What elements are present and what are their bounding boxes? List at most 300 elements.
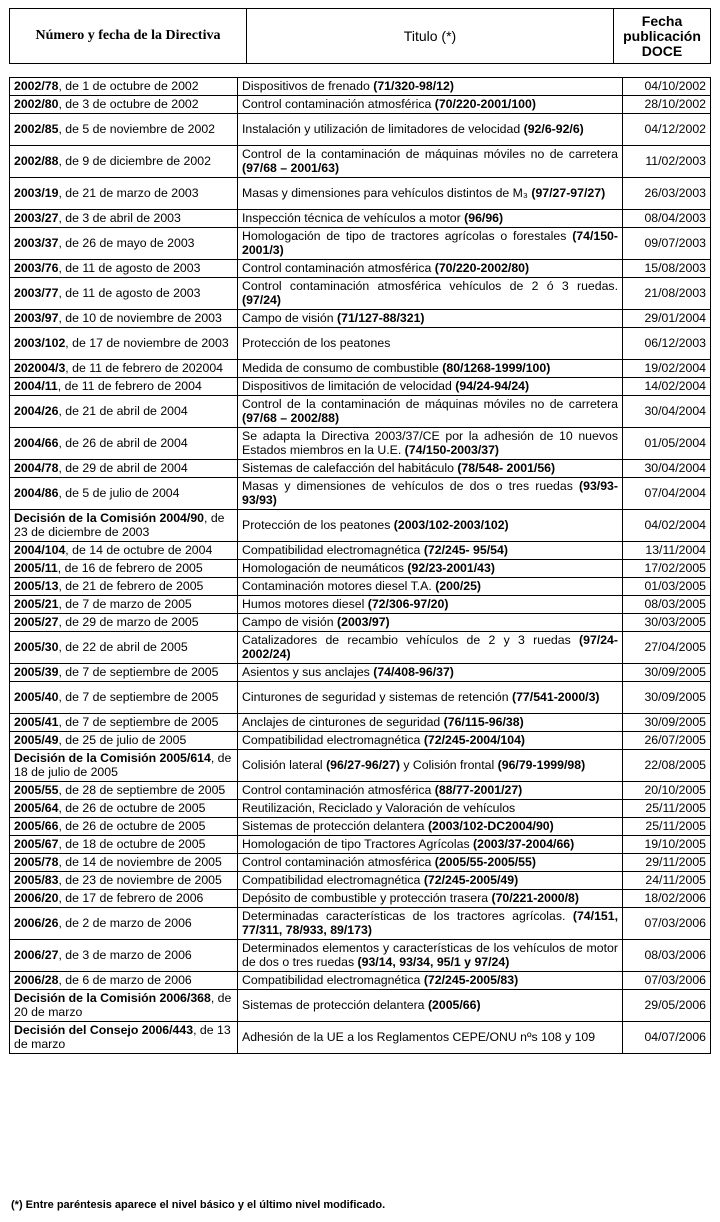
directive-date: , de 7 de marzo de 2005 [58, 596, 192, 611]
title-text-2: y Colisión frontal [399, 757, 498, 772]
directive-date: , de 23 de noviembre de 2005 [58, 872, 222, 887]
directive-number-cell [10, 310, 238, 328]
directive-date: , de 5 de noviembre de 2002 [58, 121, 216, 136]
publication-date: 26/07/2005 [623, 732, 711, 750]
title-text: Protección de los peatones [242, 517, 394, 532]
directive-title-cell [238, 714, 623, 732]
table-row [10, 682, 711, 714]
title-levels: (74/150-2001/3) [242, 229, 618, 257]
directive-number-cell [10, 260, 238, 278]
title-levels: (74/408-96/37) [373, 664, 454, 679]
title-levels: (97/24-2002/24) [242, 633, 618, 661]
table-row [10, 782, 711, 800]
directive-number: 2004/86 [14, 485, 59, 500]
publication-date: 01/05/2004 [623, 428, 711, 460]
title-text: Control contaminación atmosférica [242, 782, 435, 797]
title-text: Compatibilidad electromagnética [242, 872, 424, 887]
title-levels: (76/115-96/38) [443, 714, 524, 729]
directive-number: 2003/19 [14, 185, 59, 200]
table-row [10, 78, 711, 96]
directive-number: 2004/104 [14, 542, 66, 557]
publication-date: 01/03/2005 [623, 578, 711, 596]
table-row [10, 972, 711, 990]
directive-number: 2006/28 [14, 972, 59, 987]
directive-date: , de 25 de julio de 2005 [58, 732, 187, 747]
directive-title-cell [238, 210, 623, 228]
table-row [10, 890, 711, 908]
directive-date: , de 13 de marzo [14, 1023, 231, 1051]
directive-number: 2004/11 [14, 378, 58, 393]
publication-date: 29/05/2006 [623, 990, 711, 1022]
directive-date: , de 14 de octubre de 2004 [65, 542, 213, 557]
directive-title-cell [238, 328, 623, 360]
directive-number: 2005/27 [14, 614, 59, 629]
directive-title-cell [238, 310, 623, 328]
title-text: Control contaminación atmosférica [242, 260, 435, 275]
publication-date: 29/11/2005 [623, 854, 711, 872]
title-levels: (96/27-96/27) [326, 757, 400, 772]
publication-date: 07/04/2004 [623, 478, 711, 510]
title-levels: (2005/66) [427, 997, 481, 1012]
title-text: Sistemas de calefacción del habitáculo [242, 460, 458, 475]
directive-number: 2004/78 [14, 460, 59, 475]
publication-date: 04/10/2002 [623, 78, 711, 96]
title-text: Depósito de combustible y protección trasera [242, 890, 492, 905]
title-levels: (97/68 – 2002/88) [242, 410, 340, 425]
table-row [10, 614, 711, 632]
title-text: Adhesión de la UE a los Reglamentos CEPE/ONU nºs 108 y 109 [242, 1029, 596, 1044]
directive-number: 2002/78 [14, 78, 59, 93]
directive-date: , de 20 de marzo [14, 991, 232, 1019]
directive-title-cell [238, 560, 623, 578]
directive-number: 2003/102 [14, 335, 66, 350]
directive-number: Decisión de la Comisión 2006/368 [14, 991, 211, 1006]
publication-date: 19/02/2004 [623, 360, 711, 378]
title-text: Control de la contaminación de máquinas móviles no de carretera [242, 147, 618, 162]
directive-number: 2003/76 [14, 260, 59, 275]
directive-number: 2005/55 [14, 782, 59, 797]
directive-title-cell [238, 596, 623, 614]
directive-date: , de 22 de abril de 2005 [58, 639, 188, 654]
directive-number-cell [10, 578, 238, 596]
directive-title-cell [238, 1022, 623, 1054]
table-row [10, 990, 711, 1022]
table-row [10, 510, 711, 542]
directive-title-cell [238, 360, 623, 378]
title-levels: (93/93-93/93) [242, 479, 618, 507]
publication-date: 29/01/2004 [623, 310, 711, 328]
table-row [10, 460, 711, 478]
directive-date: , de 6 de marzo de 2006 [58, 972, 192, 987]
header-number-date: Número y fecha de la Directiva [10, 9, 247, 64]
directive-number: Decisión del Consejo 2006/443 [14, 1023, 194, 1038]
table-row [10, 854, 711, 872]
directive-date: , de 7 de septiembre de 2005 [58, 689, 219, 704]
title-text: Control contaminación atmosférica [242, 96, 435, 111]
table-row [10, 632, 711, 664]
directive-number-cell [10, 78, 238, 96]
title-text: Compatibilidad electromagnética [242, 732, 424, 747]
directive-title-cell [238, 972, 623, 990]
directive-number-cell [10, 750, 238, 782]
directive-date: , de 21 de abril de 2004 [58, 403, 188, 418]
directive-title-cell [238, 990, 623, 1022]
title-text: Protección de los peatones [242, 335, 391, 350]
title-text: Determinadas características de los tractores agrícolas. [242, 909, 573, 924]
title-text: Campo de visión [242, 310, 338, 325]
header-row [10, 9, 711, 64]
directive-title-cell [238, 800, 623, 818]
directive-number: 2003/27 [14, 210, 59, 225]
publication-date: 13/11/2004 [623, 542, 711, 560]
table-row [10, 278, 711, 310]
title-levels: (72/245-2005/83) [423, 972, 519, 987]
title-levels: (88/77-2001/27) [434, 782, 523, 797]
title-text: Homologación de tipo Tractores Agrícolas [242, 836, 474, 851]
directive-number-cell [10, 972, 238, 990]
publication-date: 26/03/2003 [623, 178, 711, 210]
publication-date: 08/04/2003 [623, 210, 711, 228]
table-row [10, 1022, 711, 1054]
directive-date: , de 18 de octubre de 2005 [58, 836, 206, 851]
publication-date: 17/02/2005 [623, 560, 711, 578]
directive-number: Decisión de la Comisión 2005/614 [14, 751, 211, 766]
table-row [10, 596, 711, 614]
table-row [10, 428, 711, 460]
directive-number-cell [10, 908, 238, 940]
publication-date: 25/11/2005 [623, 818, 711, 836]
publication-date: 20/10/2005 [623, 782, 711, 800]
title-levels: (2005/55-2005/55) [434, 854, 536, 869]
title-text: Se adapta la Directiva 2003/37/CE por la adhesión de 10 nuevos Estados miembros en la U.E. [242, 429, 618, 457]
header-date-line2: publicación [623, 27, 701, 44]
directive-number-cell [10, 328, 238, 360]
directive-date: , de 21 de febrero de 2005 [58, 578, 204, 593]
title-levels: (2003/102-DC2004/90) [427, 818, 554, 833]
publication-date: 07/03/2006 [623, 908, 711, 940]
title-text: Control contaminación atmosférica [242, 854, 435, 869]
directive-date: , de 3 de marzo de 2006 [58, 947, 192, 962]
directive-number: 2005/21 [14, 596, 59, 611]
publication-date: 21/08/2003 [623, 278, 711, 310]
directive-title-cell [238, 682, 623, 714]
title-text: Compatibilidad electromagnética [242, 542, 424, 557]
table-row [10, 146, 711, 178]
table-row [10, 560, 711, 578]
header-table [9, 8, 711, 64]
table-row [10, 114, 711, 146]
title-text: Control contaminación atmosférica vehículos de 2 ó 3 ruedas. [242, 279, 618, 294]
title-text: Medida de consumo de combustible [242, 360, 443, 375]
directive-number: 2005/83 [14, 872, 59, 887]
title-text: Sistemas de protección delantera [242, 997, 428, 1012]
table-row [10, 908, 711, 940]
publication-date: 09/07/2003 [623, 228, 711, 260]
directive-title-cell [238, 114, 623, 146]
header-date-line3: DOCE [641, 42, 683, 59]
footnote: (*) Entre paréntesis aparece el nivel básico y el último nivel modificado. [11, 1199, 386, 1211]
title-levels: (92/23-2001/43) [407, 560, 495, 575]
directive-number: 2005/66 [14, 818, 59, 833]
directive-number-cell [10, 782, 238, 800]
directive-number-cell [10, 682, 238, 714]
table-row [10, 714, 711, 732]
title-levels: (70/220-2002/80) [434, 260, 530, 275]
directive-number-cell [10, 428, 238, 460]
title-levels: (77/541-2000/3) [512, 689, 600, 704]
title-levels: (2003/37-2004/66) [473, 836, 575, 851]
title-levels: (78/548- 2001/56) [457, 460, 556, 475]
table-row [10, 542, 711, 560]
table-row [10, 328, 711, 360]
table-row [10, 178, 711, 210]
publication-date: 28/10/2002 [623, 96, 711, 114]
title-text: Colisión lateral [242, 757, 327, 772]
publication-date: 30/09/2005 [623, 682, 711, 714]
directive-number-cell [10, 146, 238, 178]
directive-number: 2002/85 [14, 121, 59, 136]
directive-date: , de 2 de marzo de 2006 [58, 915, 192, 930]
directive-title-cell [238, 378, 623, 396]
title-levels: (200/25) [435, 578, 482, 593]
publication-date: 11/02/2003 [623, 146, 711, 178]
directive-number: 2002/80 [14, 96, 59, 111]
directive-date: , de 26 de mayo de 2003 [58, 235, 195, 250]
directive-title-cell [238, 146, 623, 178]
directive-title-cell [238, 732, 623, 750]
directive-title-cell [238, 908, 623, 940]
directive-date: , de 26 de octubre de 2005 [58, 818, 206, 833]
directive-number-cell [10, 990, 238, 1022]
publication-date: 07/03/2006 [623, 972, 711, 990]
title-text: Sistemas de protección delantera [242, 818, 428, 833]
table-row [10, 664, 711, 682]
directive-number-cell [10, 210, 238, 228]
table-row [10, 96, 711, 114]
title-text: Instalación y utilización de limitadores de velocidad [242, 121, 524, 136]
title-text: Catalizadores de recambio vehículos de 2 y 3 ruedas [242, 633, 580, 648]
directive-number: 2006/26 [14, 915, 59, 930]
title-levels: (70/221-2000/8) [491, 890, 579, 905]
publication-date: 18/02/2006 [623, 890, 711, 908]
table-row [10, 818, 711, 836]
directive-number: 2003/37 [14, 235, 59, 250]
title-text: Homologación de neumáticos [242, 560, 408, 575]
title-text: Asientos y sus anclajes [242, 664, 374, 679]
directive-number-cell [10, 96, 238, 114]
directives-table-body [10, 78, 711, 1054]
directive-number-cell [10, 478, 238, 510]
publication-date: 30/03/2005 [623, 614, 711, 632]
directive-date: , de 10 de noviembre de 2003 [58, 310, 222, 325]
directive-title-cell [238, 632, 623, 664]
publication-date: 30/09/2005 [623, 714, 711, 732]
directive-date: , de 16 de febrero de 2005 [57, 560, 203, 575]
title-levels: (97/27-97/27) [531, 185, 606, 200]
directive-number: 2002/88 [14, 153, 59, 168]
title-levels: (70/220-2001/100) [434, 96, 536, 111]
directive-number-cell [10, 278, 238, 310]
directive-number: 2004/26 [14, 403, 59, 418]
directive-number-cell [10, 460, 238, 478]
directive-number-cell [10, 378, 238, 396]
directive-number: 2005/13 [14, 578, 59, 593]
title-text: Inspección técnica de vehículos a motor [242, 210, 465, 225]
directive-title-cell [238, 510, 623, 542]
title-text: Anclajes de cinturones de seguridad [242, 714, 444, 729]
title-text: Campo de visión [242, 614, 338, 629]
directive-date: , de 7 de septiembre de 2005 [58, 714, 219, 729]
title-text: Dispositivos de frenado [242, 78, 374, 93]
publication-date: 08/03/2006 [623, 940, 711, 972]
directive-title-cell [238, 818, 623, 836]
directive-number-cell [10, 614, 238, 632]
directive-title-cell [238, 578, 623, 596]
title-levels: (80/1268-1999/100) [442, 360, 551, 375]
directive-date: , de 3 de abril de 2003 [58, 210, 181, 225]
publication-date: 19/10/2005 [623, 836, 711, 854]
directive-number: 202004/3 [14, 360, 66, 375]
directive-number-cell [10, 632, 238, 664]
table-row [10, 260, 711, 278]
publication-date: 27/04/2005 [623, 632, 711, 664]
table-row [10, 210, 711, 228]
directive-number: 2005/30 [14, 639, 59, 654]
directive-number-cell [10, 818, 238, 836]
directive-title-cell [238, 478, 623, 510]
directive-date: , de 9 de diciembre de 2002 [58, 153, 211, 168]
directive-number-cell [10, 872, 238, 890]
directive-number-cell [10, 664, 238, 682]
table-row [10, 872, 711, 890]
directive-number-cell [10, 560, 238, 578]
directive-number-cell [10, 836, 238, 854]
publication-date: 22/08/2005 [623, 750, 711, 782]
directive-number: 2005/11 [14, 560, 58, 575]
title-levels: (74/150-2003/37) [404, 442, 500, 457]
title-levels: (72/245-2005/49) [423, 872, 519, 887]
directive-date: , de 29 de abril de 2004 [58, 460, 188, 475]
directive-number-cell [10, 714, 238, 732]
title-text: Masas y dimensiones para vehículos distintos de M₃ [242, 185, 532, 200]
directive-number: 2003/77 [14, 285, 59, 300]
title-levels: (74/151, 77/311, 78/933, 89/173) [242, 909, 618, 937]
title-levels: (97/68 – 2001/63) [242, 160, 340, 175]
title-text: Determinados elementos y características de los vehículos de motor de dos o tres ruedas [242, 941, 618, 969]
title-levels: (2003/102-2003/102) [393, 517, 509, 532]
directive-date: , de 11 de agosto de 2003 [58, 285, 201, 300]
table-row [10, 732, 711, 750]
directive-date: , de 21 de marzo de 2003 [58, 185, 199, 200]
title-levels: (93/14, 93/34, 95/1 y 97/24) [357, 954, 510, 969]
directive-number: Decisión de la Comisión 2004/90 [14, 511, 204, 526]
directive-date: , de 11 de febrero de 202004 [65, 360, 224, 375]
directive-number: 2005/64 [14, 800, 59, 815]
directive-date: , de 17 de febrero de 2006 [58, 890, 204, 905]
directive-date: , de 28 de septiembre de 2005 [58, 782, 226, 797]
directive-number: 2005/67 [14, 836, 59, 851]
directive-title-cell [238, 428, 623, 460]
header-date-line1: Fecha [641, 12, 683, 29]
directive-title-cell [238, 278, 623, 310]
title-text: Contaminación motores diesel T.A. [242, 578, 436, 593]
directive-number-cell [10, 396, 238, 428]
directive-title-cell [238, 872, 623, 890]
title-levels: (92/6-92/6) [523, 121, 584, 136]
table-row [10, 750, 711, 782]
title-text: Dispositivos de limitación de velocidad [242, 378, 456, 393]
table-row [10, 578, 711, 596]
table-row [10, 396, 711, 428]
directive-number: 2004/66 [14, 435, 59, 450]
title-levels: (94/24-94/24) [455, 378, 530, 393]
directive-title-cell [238, 178, 623, 210]
directive-date: , de 3 de octubre de 2002 [58, 96, 199, 111]
directive-number-cell [10, 1022, 238, 1054]
directive-title-cell [238, 782, 623, 800]
header-publication-date [614, 9, 711, 64]
publication-date: 30/04/2004 [623, 396, 711, 428]
table-row [10, 360, 711, 378]
directive-number-cell [10, 596, 238, 614]
title-levels: (96/96) [464, 210, 504, 225]
directive-number-cell [10, 542, 238, 560]
directive-title-cell [238, 228, 623, 260]
title-text: Reutilización, Reciclado y Valoración de vehículos [242, 800, 516, 815]
publication-date: 25/11/2005 [623, 800, 711, 818]
directive-number: 2006/20 [14, 890, 59, 905]
directive-date: , de 29 de marzo de 2005 [58, 614, 199, 629]
directive-number-cell [10, 228, 238, 260]
title-levels: (72/245- 95/54) [423, 542, 508, 557]
title-text: Compatibilidad electromagnética [242, 972, 424, 987]
publication-date: 06/12/2003 [623, 328, 711, 360]
directive-date: , de 26 de octubre de 2005 [58, 800, 206, 815]
directive-date: , de 14 de noviembre de 2005 [58, 854, 222, 869]
directive-number-cell [10, 510, 238, 542]
directive-number: 2005/78 [14, 854, 59, 869]
directive-title-cell [238, 96, 623, 114]
title-levels: (71/127-88/321) [337, 310, 425, 325]
directive-title-cell [238, 854, 623, 872]
table-row [10, 310, 711, 328]
publication-date: 30/09/2005 [623, 664, 711, 682]
table-row [10, 800, 711, 818]
directive-title-cell [238, 940, 623, 972]
directive-title-cell [238, 396, 623, 428]
directive-title-cell [238, 836, 623, 854]
directives-table [9, 77, 711, 1054]
directive-date: , de 5 de julio de 2004 [58, 485, 180, 500]
title-levels-2: (96/79-1999/98) [497, 757, 586, 772]
publication-date: 15/08/2003 [623, 260, 711, 278]
directive-number: 2005/39 [14, 664, 59, 679]
directive-date: , de 7 de septiembre de 2005 [58, 664, 219, 679]
directive-title-cell [238, 460, 623, 478]
publication-date: 04/07/2006 [623, 1022, 711, 1054]
table-row [10, 478, 711, 510]
directive-date: , de 11 de agosto de 2003 [58, 260, 201, 275]
directive-number: 2005/41 [14, 714, 59, 729]
directive-number-cell [10, 854, 238, 872]
title-levels: (72/245-2004/104) [423, 732, 526, 747]
directive-date: , de 18 de julio de 2005 [14, 751, 232, 779]
directive-title-cell [238, 614, 623, 632]
publication-date: 30/04/2004 [623, 460, 711, 478]
directive-date: , de 17 de noviembre de 2003 [65, 335, 229, 350]
directive-date: , de 23 de diciembre de 2003 [14, 511, 225, 539]
directive-number-cell [10, 800, 238, 818]
